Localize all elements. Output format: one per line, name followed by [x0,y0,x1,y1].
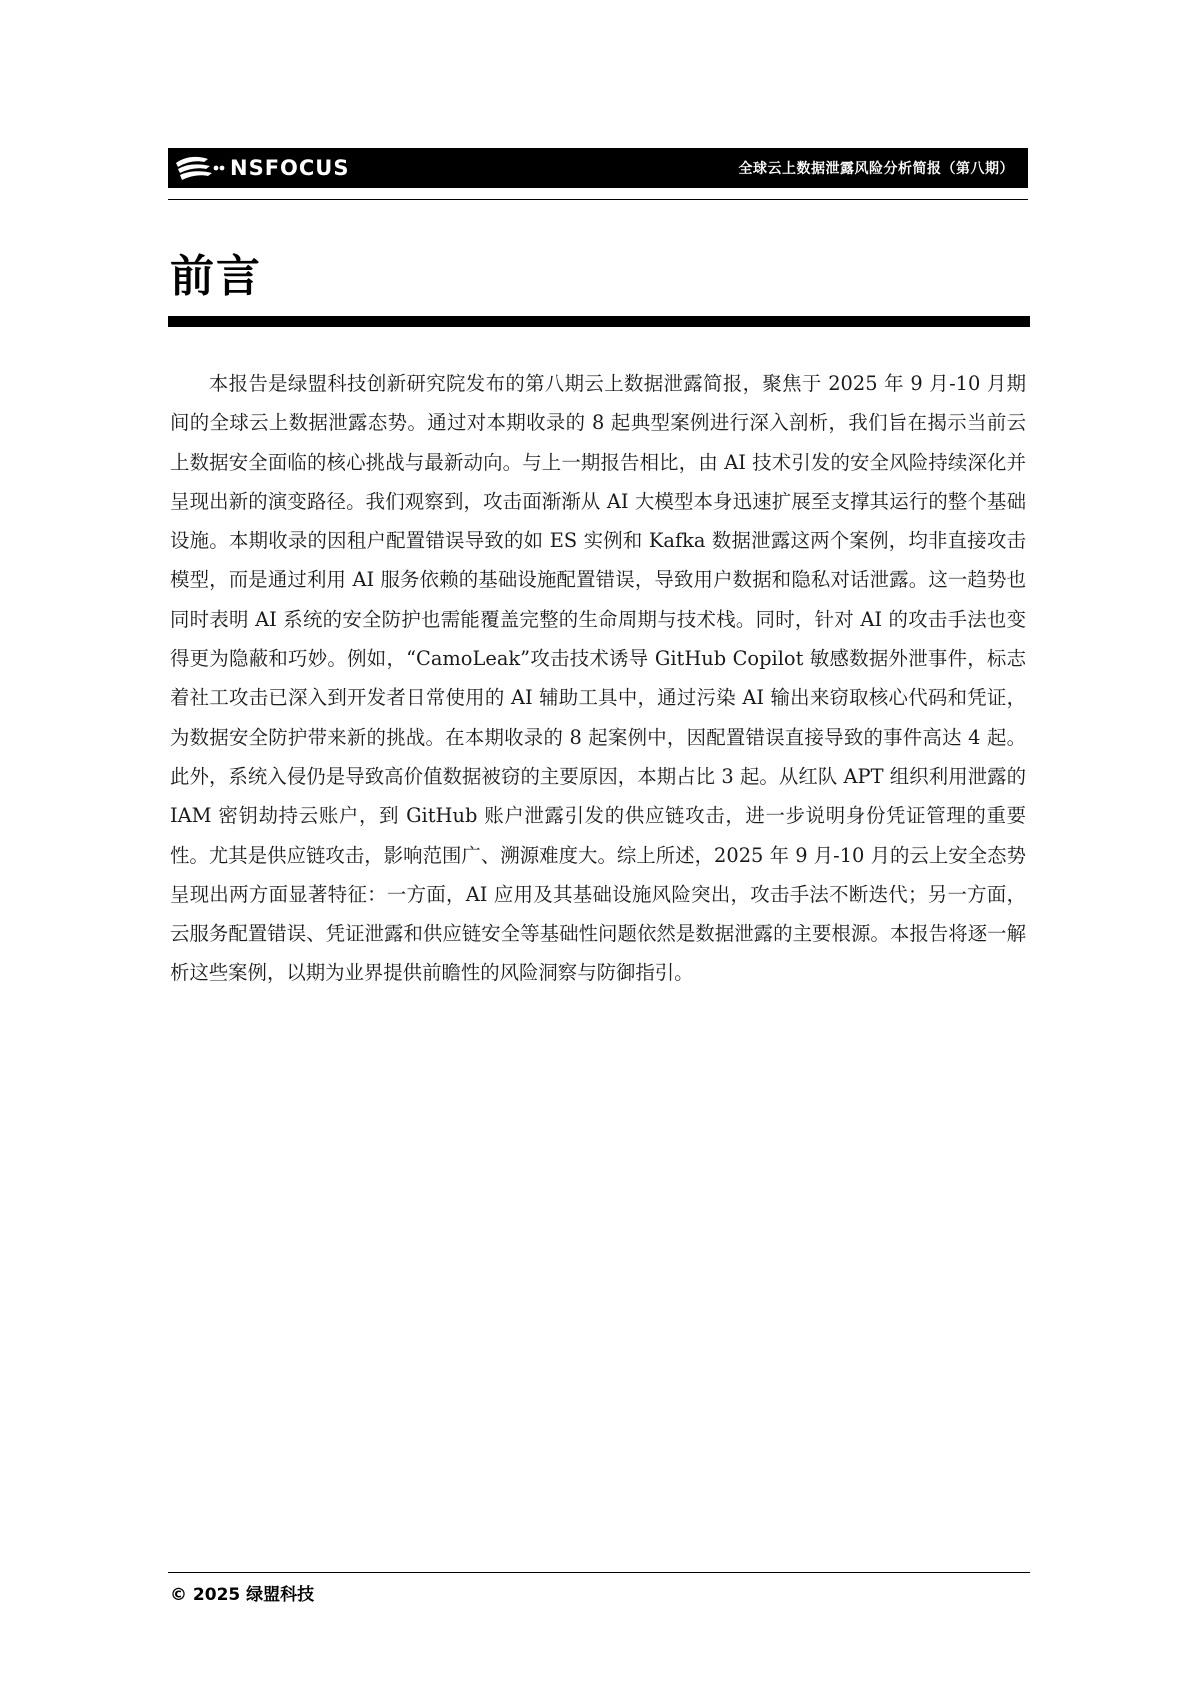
nsfocus-logo [174,148,350,188]
title-divider [168,316,1030,327]
footer-divider [168,1572,1030,1573]
logo-text: NSFOCUS [230,156,350,180]
header-bar [168,148,1028,188]
body-paragraph: 本报告是绿盟科技创新研究院发布的第八期云上数据泄露简报，聚焦于 2025 年 9 月-10 月期间的全球云上数据泄露态势。通过对本期收录的 8 起典型案例进行深入剖析，我们旨在揭示当前云上数据安全面临的核心挑战与最新动向。与上一期报告相比，由 AI 技术引发的安全风险持续深化并呈现出新的演变路径。我们观察到，攻击面渐渐从 AI 大模型本身迅速扩展至支撑其运行的整个基础设施。本期收录的因租户配置错误导致的如 ES 实例和 Kafka 数据泄露这两个案例，均非直接攻击模型，而是通过利用 AI 服务依赖的基础设施配置错误，导致用户数据和隐私对话泄露。这一趋势也同时表明 AI 系统的安全防护也需能覆盖完整的生命周期与技术栈。同时，针对 AI 的攻击手法也变得更为隐蔽和巧妙。例如，“CamoLeak”攻击技术诱导 GitHub Copilot 敏感数据外泄事件，标志着社工攻击已深入到开发者日常使用的 AI 辅助工具中，通过污染 AI 输出来窃取核心代码和凭证，为数据安全防护带来新的挑战。在本期收录的 8 起案例中，因配置错误直接导致的事件高达 4 起。此外，系统入侵仍是导致高价值数据被窃的主要原因，本期占比 3 起。从红队 APT 组织利用泄露的 IAM 密钥劫持云账户，到 GitHub 账户泄露引发的供应链攻击，进一步说明身份凭证管理的重要性。尤其是供应链攻击，影响范围广、溯源难度大。综上所述，2025 年 9 月-10 月的云上安全态势呈现出两方面显著特征：一方面，AI 应用及其基础设施风险突出，攻击手法不断迭代；另一方面，云服务配置错误、凭证泄露和供应链安全等基础性问题依然是数据泄露的主要根源。本报告将逐一解析这些案例，以期为业界提供前瞻性的风险洞察与防御指引。 [170,372,1026,985]
eagle-flag-icon [174,153,226,183]
page-title: 前言 [170,251,262,302]
header-title: 全球云上数据泄露风险分析简报（第八期） [738,161,1014,177]
footer-copyright: © 2025 绿盟科技 [170,1585,315,1605]
header-divider [168,199,1028,200]
